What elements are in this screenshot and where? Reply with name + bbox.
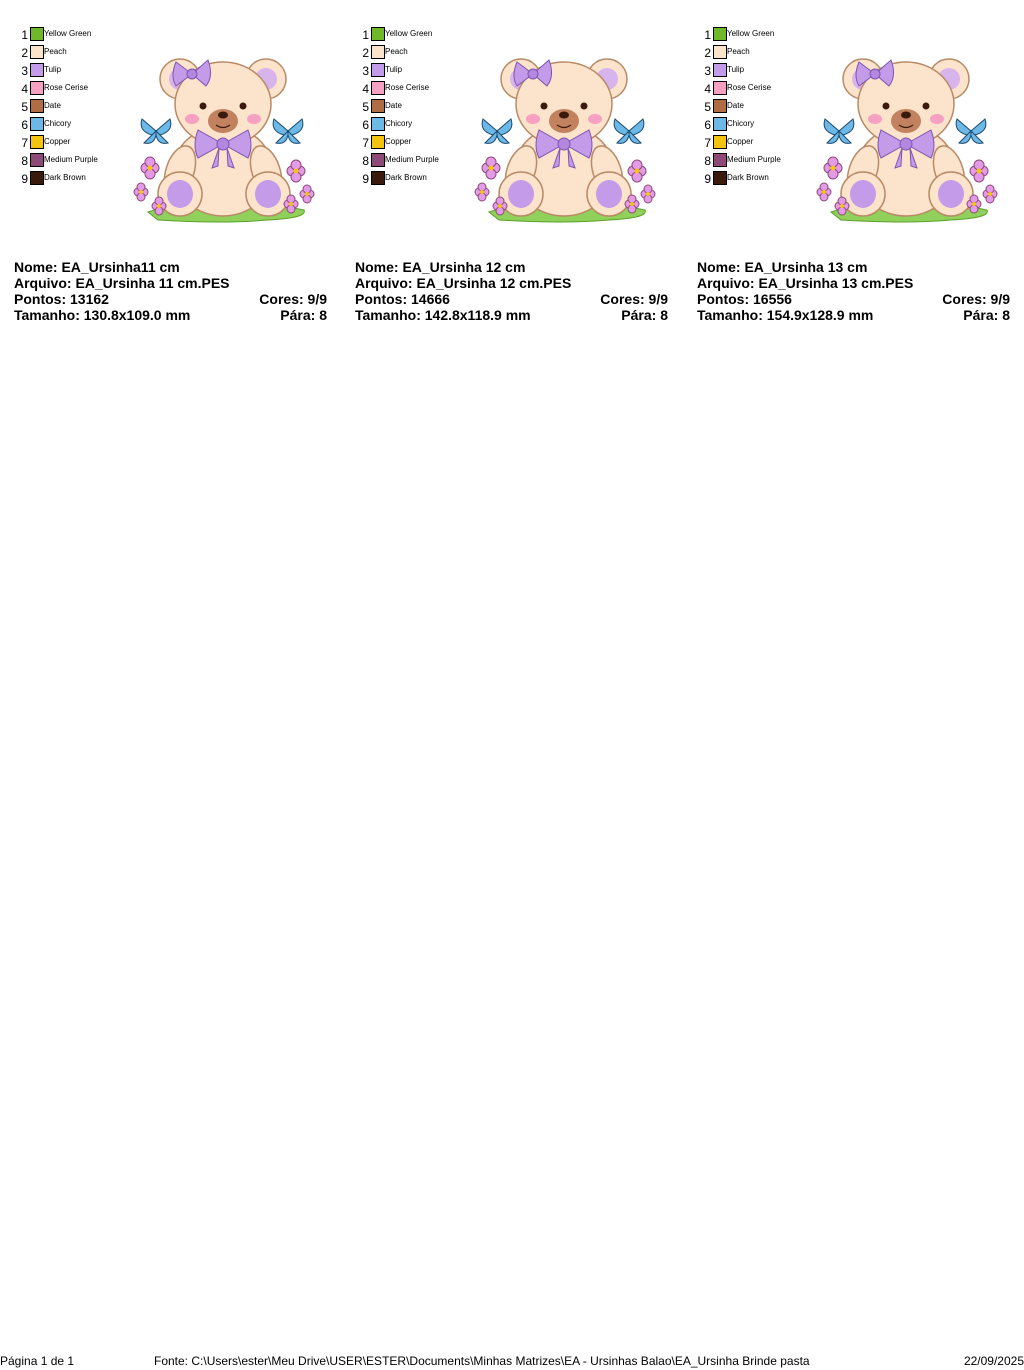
color-number: 8 [704, 154, 711, 168]
color-number: 4 [362, 82, 369, 96]
thread-color-row [701, 98, 801, 116]
color-name: Chicory [385, 119, 413, 128]
color-name: Medium Purple [727, 155, 781, 164]
color-swatch [713, 135, 727, 149]
color-number: 1 [21, 28, 28, 42]
color-name: Date [385, 101, 402, 110]
color-number: 1 [704, 28, 711, 42]
color-number: 6 [704, 118, 711, 132]
stop-count: Pára: 8 [963, 307, 1010, 323]
color-name: Rose Cerise [385, 83, 430, 92]
design-file: Arquivo: EA_Ursinha 13 cm.PES [697, 275, 914, 291]
color-number: 9 [704, 172, 711, 186]
design-name: Nome: EA_Ursinha 13 cm [697, 259, 868, 275]
design-size: Tamanho: 130.8x109.0 mm [14, 307, 191, 323]
design-size: Tamanho: 154.9x128.9 mm [697, 307, 874, 323]
thread-color-row [359, 98, 459, 116]
color-swatch [371, 45, 385, 59]
thread-color-list [359, 26, 459, 188]
color-number: 7 [704, 136, 711, 150]
color-name: Peach [44, 47, 67, 56]
thread-color-row [359, 134, 459, 152]
thread-color-row [701, 170, 801, 188]
color-swatch [371, 81, 385, 95]
thread-color-row [359, 116, 459, 134]
design-block-12cm [355, 26, 689, 326]
color-swatch [30, 63, 44, 77]
thread-color-row [359, 62, 459, 80]
color-name: Yellow Green [44, 29, 92, 38]
thread-color-row [701, 26, 801, 44]
thread-color-list [701, 26, 801, 188]
thread-color-row [18, 170, 118, 188]
color-number: 7 [21, 136, 28, 150]
color-swatch [713, 63, 727, 77]
thread-color-row [18, 62, 118, 80]
color-swatch [713, 99, 727, 113]
color-name: Copper [727, 137, 754, 146]
color-swatch [713, 27, 727, 41]
color-number: 5 [704, 100, 711, 114]
color-number: 2 [704, 46, 711, 60]
color-count: Cores: 9/9 [600, 291, 668, 307]
color-swatch [30, 81, 44, 95]
color-number: 8 [362, 154, 369, 168]
color-number: 7 [362, 136, 369, 150]
color-swatch [30, 135, 44, 149]
color-name: Yellow Green [727, 29, 775, 38]
color-number: 9 [21, 172, 28, 186]
design-file: Arquivo: EA_Ursinha 11 cm.PES [14, 275, 230, 291]
color-name: Dark Brown [385, 173, 427, 182]
color-number: 5 [21, 100, 28, 114]
thread-color-row [701, 44, 801, 62]
design-block-13cm [697, 26, 1024, 326]
stop-count: Pára: 8 [280, 307, 327, 323]
color-number: 5 [362, 100, 369, 114]
color-name: Rose Cerise [44, 83, 89, 92]
teddy-bear-embroidery-image [118, 26, 328, 226]
design-size: Tamanho: 142.8x118.9 mm [355, 307, 531, 323]
stop-count: Pára: 8 [621, 307, 668, 323]
thread-color-row [18, 44, 118, 62]
color-count: Cores: 9/9 [259, 291, 327, 307]
design-name: Nome: EA_Ursinha 12 cm [355, 259, 526, 275]
color-swatch [30, 99, 44, 113]
thread-color-row [359, 80, 459, 98]
color-number: 4 [704, 82, 711, 96]
color-name: Dark Brown [727, 173, 769, 182]
thread-color-row [18, 116, 118, 134]
thread-color-row [701, 116, 801, 134]
color-swatch [713, 81, 727, 95]
color-swatch [371, 63, 385, 77]
thread-color-row [18, 80, 118, 98]
color-swatch [30, 171, 44, 185]
stitch-count: Pontos: 16556 [697, 291, 792, 307]
color-name: Peach [385, 47, 408, 56]
color-swatch [371, 135, 385, 149]
color-swatch [713, 153, 727, 167]
thread-color-row [701, 80, 801, 98]
thread-color-row [701, 134, 801, 152]
teddy-bear-embroidery-image [459, 26, 669, 226]
thread-color-row [359, 44, 459, 62]
color-swatch [713, 171, 727, 185]
stitch-count: Pontos: 13162 [14, 291, 109, 307]
color-name: Chicory [44, 119, 72, 128]
color-number: 6 [362, 118, 369, 132]
color-number: 8 [21, 154, 28, 168]
footer-date: 22/09/2025 [963, 1354, 1024, 1368]
color-number: 3 [362, 64, 369, 78]
design-name: Nome: EA_Ursinha11 cm [14, 259, 180, 275]
color-swatch [30, 153, 44, 167]
color-swatch [713, 45, 727, 59]
color-number: 4 [21, 82, 28, 96]
color-number: 2 [21, 46, 28, 60]
color-name: Tulip [727, 65, 745, 74]
color-number: 9 [362, 172, 369, 186]
design-block-11cm [14, 26, 348, 326]
stitch-count: Pontos: 14666 [355, 291, 450, 307]
footer-page-number: Página 1 de 1 [0, 1354, 75, 1368]
color-name: Peach [727, 47, 750, 56]
color-swatch [371, 27, 385, 41]
color-swatch [371, 153, 385, 167]
color-name: Medium Purple [44, 155, 98, 164]
thread-color-row [18, 134, 118, 152]
thread-color-row [18, 26, 118, 44]
color-count: Cores: 9/9 [942, 291, 1010, 307]
thread-color-row [18, 152, 118, 170]
design-info [14, 259, 327, 323]
thread-color-row [359, 26, 459, 44]
thread-color-row [18, 98, 118, 116]
color-swatch [30, 27, 44, 41]
color-swatch [371, 117, 385, 131]
thread-color-list [18, 26, 118, 188]
color-name: Dark Brown [44, 173, 86, 182]
color-name: Tulip [385, 65, 403, 74]
color-name: Medium Purple [385, 155, 439, 164]
design-file: Arquivo: EA_Ursinha 12 cm.PES [355, 275, 572, 291]
color-name: Copper [385, 137, 412, 146]
color-number: 3 [21, 64, 28, 78]
color-name: Copper [44, 137, 71, 146]
color-swatch [371, 171, 385, 185]
color-name: Rose Cerise [727, 83, 772, 92]
color-name: Yellow Green [385, 29, 433, 38]
design-info [697, 259, 1010, 323]
thread-color-row [359, 152, 459, 170]
thread-color-row [359, 170, 459, 188]
color-number: 6 [21, 118, 28, 132]
color-name: Tulip [44, 65, 62, 74]
footer-source-path: Fonte: C:\Users\ester\Meu Drive\USER\ESTER\Documents\Minhas Matrizes\EA - Ursinhas Balao\EA_Ursinha Brinde pasta [154, 1354, 810, 1368]
teddy-bear-embroidery-image [801, 26, 1011, 226]
color-number: 2 [362, 46, 369, 60]
color-number: 1 [362, 28, 369, 42]
color-swatch [30, 45, 44, 59]
color-name: Date [727, 101, 744, 110]
thread-color-row [701, 152, 801, 170]
color-swatch [713, 117, 727, 131]
thread-color-row [701, 62, 801, 80]
color-number: 3 [704, 64, 711, 78]
design-info [355, 259, 668, 323]
color-name: Date [44, 101, 61, 110]
color-name: Chicory [727, 119, 755, 128]
color-swatch [30, 117, 44, 131]
color-swatch [371, 99, 385, 113]
